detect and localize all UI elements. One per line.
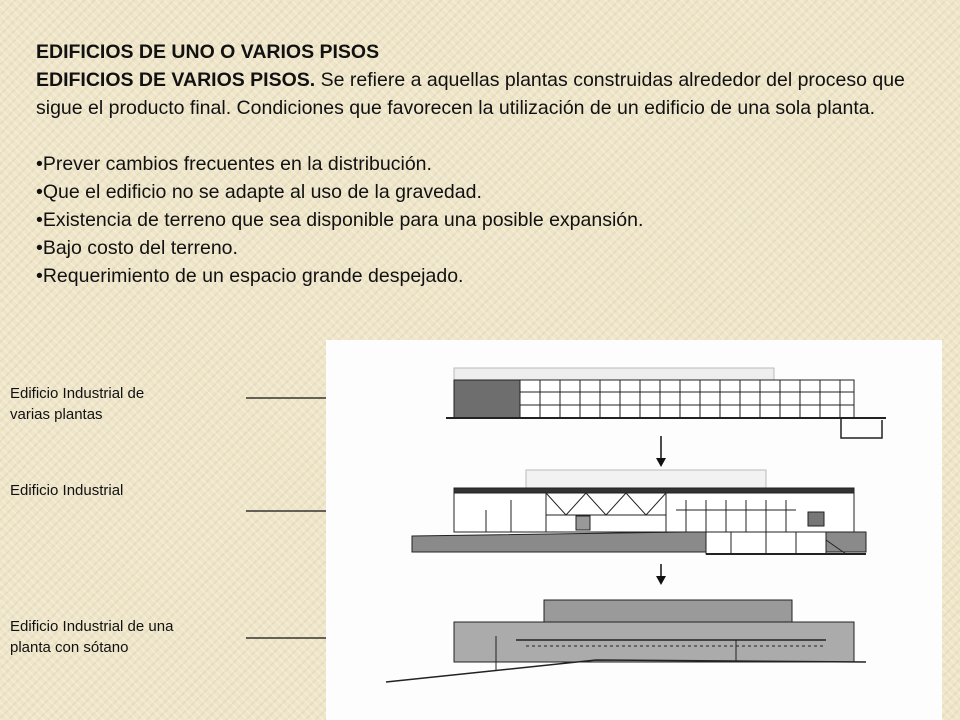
intro-text: Se refiere a aquellas plantas construidas alrededor del proceso que sigue el producto final. Condiciones que favorecen la utilización de un edificio de una sola planta. xyxy=(36,69,905,119)
building-sections-drawing xyxy=(326,340,942,720)
bullet-item: •Requerimiento de un espacio grande despejado. xyxy=(36,265,464,287)
down-arrow-head-icon xyxy=(656,458,666,467)
label-line: Edificio Industrial de xyxy=(10,385,145,402)
intro-bold-lead: EDIFICIOS DE VARIOS PISOS. xyxy=(36,69,316,91)
slide-text xyxy=(36,38,936,290)
intro-paragraph xyxy=(36,66,936,122)
building-sections-figure xyxy=(326,340,942,720)
label-line: planta con sótano xyxy=(10,639,129,656)
bullet-item: •Prever cambios frecuentes en la distribución. xyxy=(36,153,432,175)
slide-heading: EDIFICIOS DE UNO O VARIOS PISOS xyxy=(36,41,380,63)
section-multi-floor xyxy=(446,368,886,438)
bullet-item: •Existencia de terreno que sea disponible para una posible expansión. xyxy=(36,209,644,231)
paragraph-spacer xyxy=(36,122,936,150)
down-arrow-head-icon xyxy=(656,576,666,585)
section-industrial xyxy=(412,470,866,554)
label-multi-floor xyxy=(10,383,144,425)
bullet-item: •Bajo costo del terreno. xyxy=(36,237,238,259)
label-one-floor xyxy=(10,616,173,658)
label-line: varias plantas xyxy=(10,406,103,423)
label-line: Edificio Industrial de una xyxy=(10,618,174,635)
section-one-floor xyxy=(386,600,866,682)
bullet-item: •Que el edificio no se adapte al uso de la gravedad. xyxy=(36,181,482,203)
label-industrial: Edificio Industrial xyxy=(10,482,124,499)
